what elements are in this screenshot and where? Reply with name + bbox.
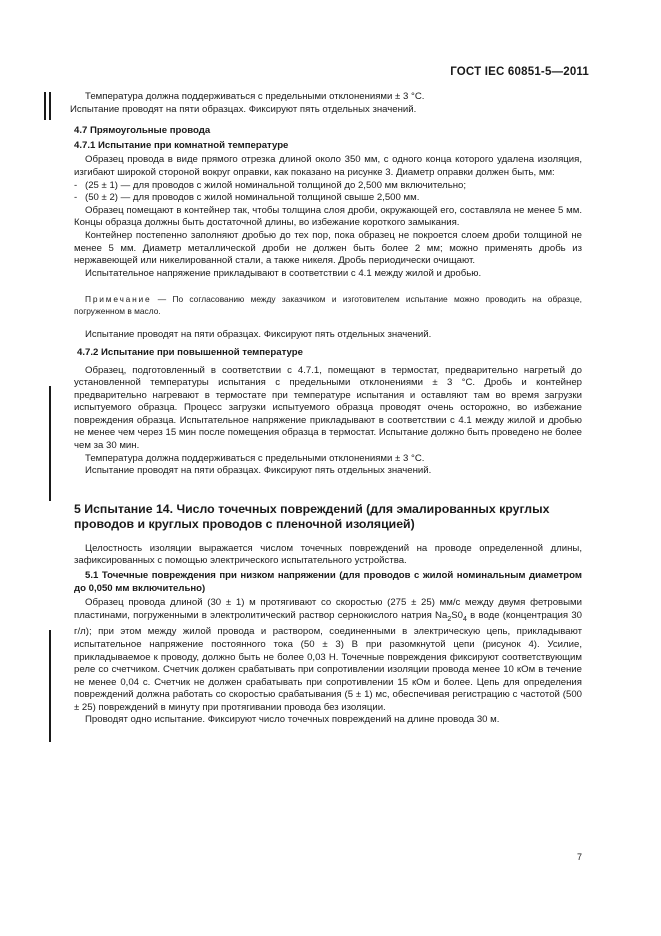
note-text: — По согласованию между заказчиком и изготовителем испытание можно проводить на образце, погруженном в масло. (74, 294, 582, 317)
paragraph: Температура должна поддерживаться с предельными отклонениями ± 3 °С. (85, 91, 425, 102)
paragraph: Проводят одно испытание. Фиксируют число точечных повреждений на длине провода 30 м. (85, 714, 500, 726)
section-heading-4-7-1: 4.7.1 Испытание при комнатной температуре (74, 139, 289, 151)
paragraph: Испытание проводят на пяти образцах. Фиксируют пять отдельных значений. (70, 103, 417, 115)
paragraph: Образец, подготовленный в соответствии с 4.7.1, помещают в термостат, предварительно нагретый до установленной температуры испытания с предельными отклонениями ± 3 °С. Дробь и контейнер предварительно нагревают в термостате при температуре испытания и оставляют там во время загрузки испытуемого образца. Процесс загрузки испытуемого образца проводят очень осторожно, во избежание повреждения образца. Испытательное напряжение прикладывают в соответствии с 4.1 между жилой и дробью не менее чем через 15 мин после помещения образца в термостат. Испытание должно быть проведено не более чем за 30 мин. (74, 364, 582, 452)
page-content (70, 91, 582, 727)
paragraph-text: в воде (концентрация 30 г/л); при этом между жилой провода и раствором, соединенными в электрическую цепь, прикладывают испытательное напряжение постоянного тока (50 ± 3) В при разомкнутой цепи (рисунок 4). Усилие, прикладываемое к проводу, должно быть не более 0,03 Н. Точечные повреждения фиксируют соответствующим реле со счетчиком. Счетчик должен срабатывать при сопротивлении изоляции провода менее 10 кОм в течение не менее 0,04 с. Счетчик не должен срабатывать при сопротивлении 15 кОм и более. Цепь для определения повреждений должна работать со скоростью срабатывания (5 ± 1) мс, обеспечивая регистрацию с частотой (500 ± 25) повреждений в минуту при протягивании провода без изоляции. (74, 609, 582, 713)
paragraph: Контейнер постепенно заполняют дробью до тех пор, пока образец не покроется слоем дроби толщиной не менее 5 мм. Диаметр металлической дроби не должен быть более 2 мм; можно применять дробь из нержавеющей или никелированной стали, а также никеля. Дробь периодически очищают. (74, 229, 582, 267)
page-number: 7 (577, 852, 583, 862)
list-item-text: (50 ± 2) — для проводов с жилой номинальной толщиной свыше 2,500 мм. (85, 192, 420, 204)
subscript: 2 (447, 615, 452, 623)
list-item (74, 192, 582, 205)
note (74, 293, 582, 317)
list-marker: - (74, 192, 78, 204)
section-heading-4-7: 4.7 Прямоугольные провода (74, 125, 211, 137)
section-heading-4-7-2: 4.7.2 Испытание при повышенной температуре (77, 346, 303, 358)
paragraph: Испытание проводят на пяти образцах. Фиксируют пять отдельных значений. (85, 329, 432, 341)
change-bar (49, 630, 51, 742)
section-heading-5-1: 5.1 Точечные повреждения при низком напряжении (для проводов с жилой номинальным диаметром до 0,050 мм включительно) (74, 570, 582, 594)
change-bar (49, 92, 51, 120)
change-bar (44, 92, 46, 120)
paragraph: Испытательное напряжение прикладывают в соответствии с 4.1 между жилой и дробью. (85, 267, 482, 279)
change-bar (49, 386, 51, 501)
paragraph-text: Образец провода длиной (30 ± 1) м протягивают со скоростью (275 ± 25) мм/с между двумя фетровыми пластинами, погруженными в электролитический раствор сернокислого натрия Na (74, 597, 582, 621)
paragraph: Целостность изоляции выражается числом точечных повреждений на проводе определенной длины, зафиксированных с помощью электрического испытательного устройства. (74, 542, 582, 567)
paragraph: Испытание проводят на пяти образцах. Фиксируют пять отдельных значений. (85, 465, 432, 477)
list-item (74, 180, 582, 193)
paragraph: Образец провода в виде прямого отрезка длиной около 350 мм, с одного конца которого удалена изоляция, изгибают широкой стороной вокруг оправки, как показано на рисунке 3. Диаметр оправки должен быть, мм: (74, 154, 582, 178)
note-label: Примечание (85, 294, 152, 305)
paragraph (74, 597, 582, 714)
subscript: 4 (462, 615, 467, 623)
paragraph: Температура должна поддерживаться с предельными отклонениями ± 3 °С. (85, 452, 425, 464)
paragraph: Образец помещают в контейнер так, чтобы толщина слоя дроби, окружающей его, составляла не менее 5 мм. Концы образца должны быть достаточной длины, во избежание короткого замыкания. (74, 204, 582, 229)
document-header: ГОСТ IEC 60851-5—2011 (450, 66, 589, 78)
list-item-text: (25 ± 1) — для проводов с жилой номинальной толщиной до 2,500 мм включительно; (85, 179, 467, 191)
paragraph-text: S0 (451, 609, 463, 621)
list-marker: - (74, 179, 78, 191)
section-heading-5: 5 Испытание 14. Число точечных повреждений (для эмалированных круглых проводов и круглых проводов с пленочной изоляцией) (74, 501, 550, 532)
